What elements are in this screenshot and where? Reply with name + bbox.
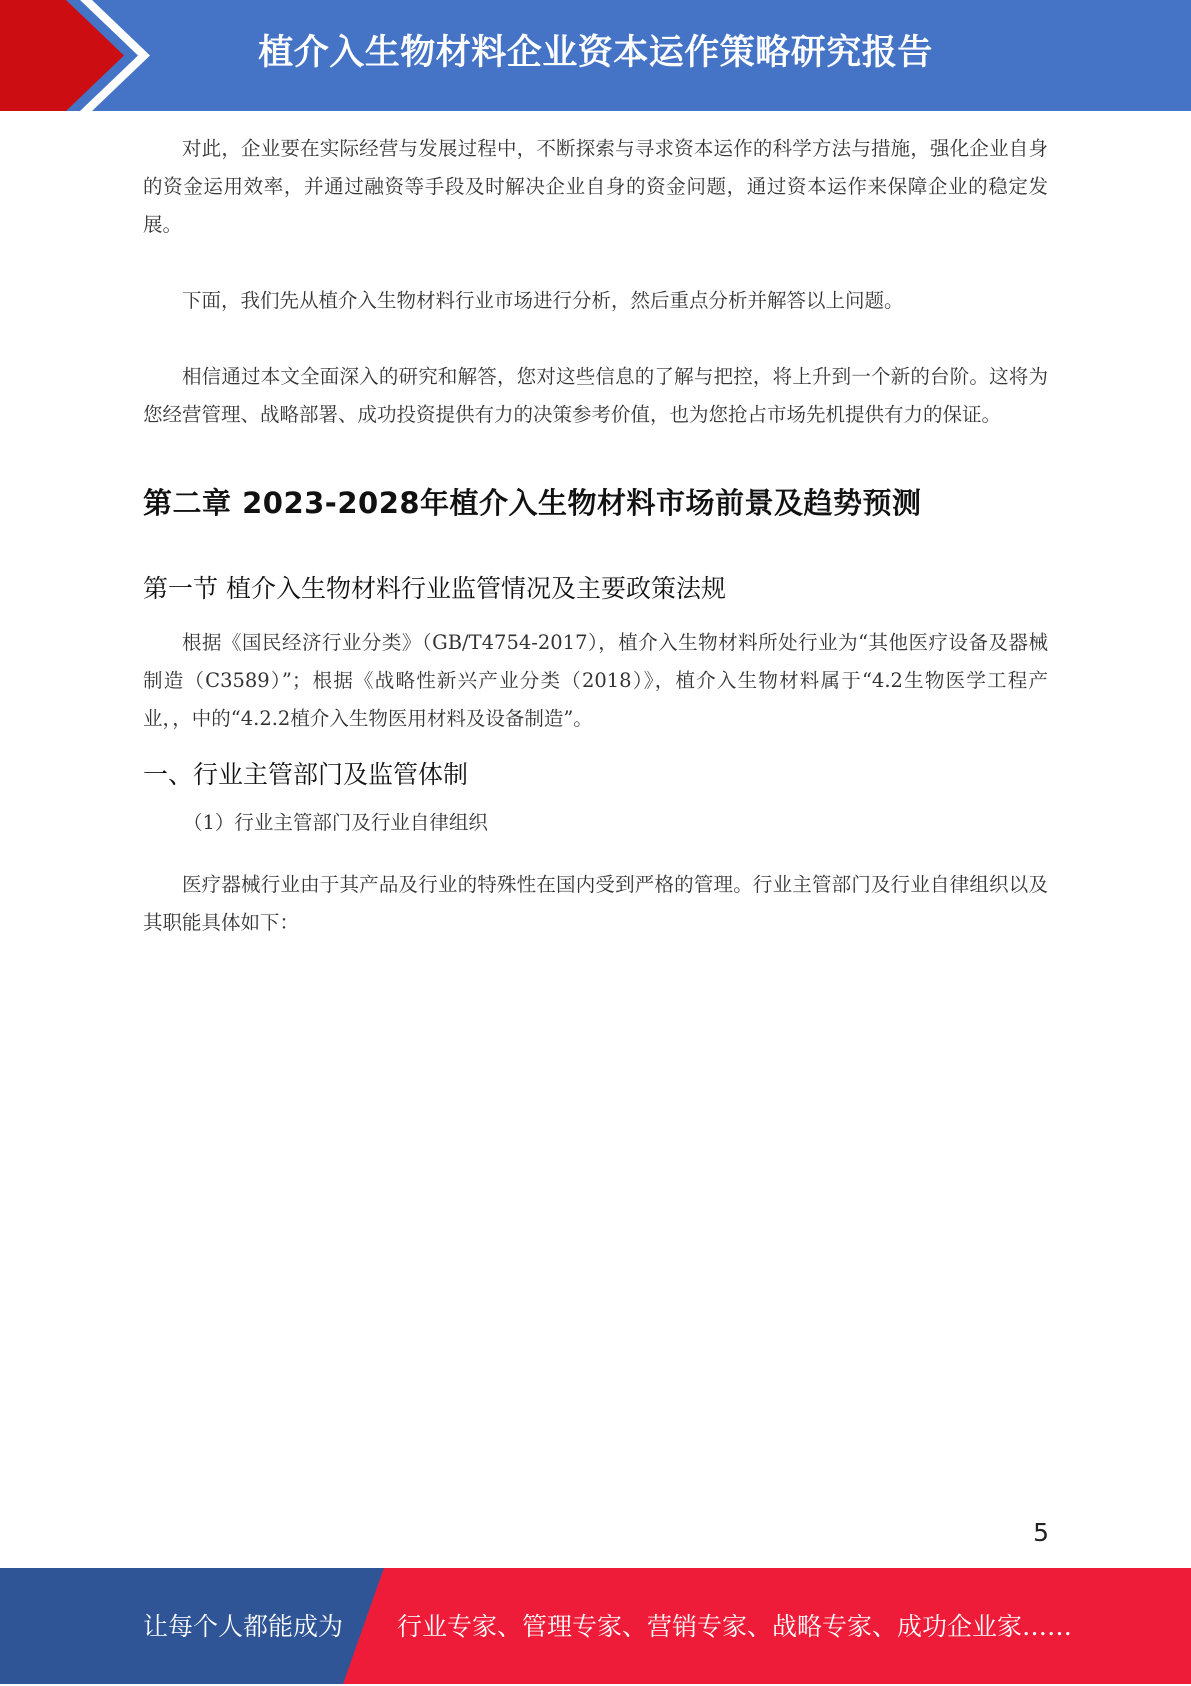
subsection-title: 一、行业主管部门及监管体制: [143, 760, 469, 789]
chapter-title: 第二章 2023-2028年植介入生物材料市场前景及趋势预测: [143, 486, 922, 520]
report-title: 植介入生物材料企业资本运作策略研究报告: [258, 33, 933, 73]
paragraph-medical-device-regulation: 医疗器械行业由于其产品及行业的特殊性在国内受到严格的管理。行业主管部门及行业自律组织以及其职能具体如下：: [143, 873, 1048, 934]
footer-slogan-left: 让每个人都能成为: [143, 1612, 344, 1641]
section-title: 第一节 植介入生物材料行业监管情况及主要政策法规: [143, 574, 726, 603]
header-arrow-icon: [0, 0, 160, 111]
footer-slogan-right: 行业专家、管理专家、营销专家、战略专家、成功企业家……: [397, 1612, 1073, 1641]
page-footer: [0, 1568, 1191, 1684]
page-number: 5: [1033, 1518, 1049, 1547]
page-header: [0, 0, 1191, 111]
paragraph-value-statement: 相信通过本文全面深入的研究和解答，您对这些信息的了解与把控，将上升到一个新的台阶。这将为您经营管理、战略部署、成功投资提供有力的决策参考价值，也为您抢占市场先机提供有力的保证。: [143, 365, 1048, 426]
document-body: [143, 130, 1048, 942]
paragraph-capital-operation: 对此，企业要在实际经营与发展过程中，不断探索与寻求资本运作的科学方法与措施，强化企业自身的资金运用效率，并通过融资等手段及时解决企业自身的资金问题，通过资本运作来保障企业的稳定发展。: [143, 137, 1048, 236]
paragraph-analysis-intro: 下面，我们先从植介入生物材料行业市场进行分析，然后重点分析并解答以上问题。: [182, 289, 904, 312]
list-item-authorities: （1）行业主管部门及行业自律组织: [183, 811, 488, 834]
paragraph-industry-classification: 根据《国民经济行业分类》（GB/T4754-2017），植介入生物材料所处行业为“其他医疗设备及器械制造（C3589）”；根据《战略性新兴产业分类（2018）》，植介入生物材料属于“4.2生物医学工程产业，，中的“4.2.2植介入生物医用材料及设备制造”。: [143, 631, 1048, 730]
